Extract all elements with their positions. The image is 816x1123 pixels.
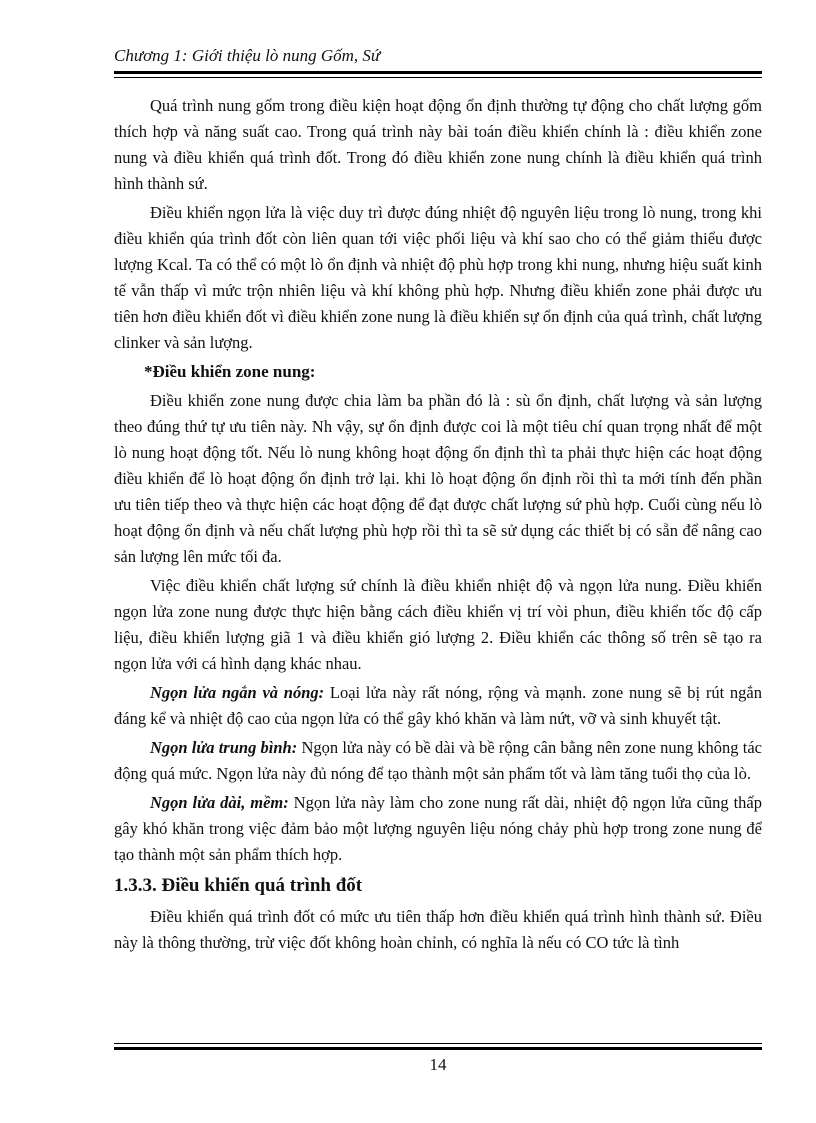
page-number: 14 bbox=[429, 1055, 447, 1074]
paragraph-6 bbox=[114, 735, 762, 787]
footer-rule-thick bbox=[114, 1047, 762, 1050]
paragraph-1: Quá trình nung gốm trong điều kiện hoạt động ổn định thường tự động cho chất lượng gốm thích hợp và năng suất cao. Trong quá trình này bài toán điều khiển chính là : điều khiển zone nung và điều khiển quá trình đốt. Trong đó điều khiển zone nung chính là điều khiển quá trình hình thành sứ. bbox=[114, 96, 762, 193]
paragraph-5 bbox=[114, 680, 762, 732]
flame-long-soft-text: Ngọn lửa này làm cho zone nung rất dài, nhiệt độ ngọn lửa cũng thấp gây khó khăn trong việc đảm bảo một lượng nguyên liệu nóng chảy phù hợp trong zone nung để tạo thành một sản phẩm thích hợp. bbox=[114, 793, 762, 864]
paragraph-7 bbox=[114, 790, 762, 868]
header-rule-thin bbox=[114, 77, 762, 78]
header-rule-thick bbox=[114, 71, 762, 74]
paragraph-2: Điều khiển ngọn lửa là việc duy trì được đúng nhiệt độ nguyên liệu trong lò nung, trong khi điều khiển qúa trình đốt còn liên quan tới việc phối liệu và khí sao cho có thể giảm thiểu được lượng Kcal. Ta có thể có một lò ổn định và nhiệt độ phù hợp trong khi nung, nhưng hiệu suất kinh tế vẫn thấp vì mức trộn nhiên liệu và khí không phù hợp. Nhưng điều khiển zone phải được ưu tiên hơn điều khiển đốt vì điều khiển zone nung là điều khiển sự ổn định của quá trình, chất lượng clinker và sản lượng. bbox=[114, 203, 762, 352]
page-body bbox=[114, 93, 762, 959]
section-heading-combustion: 1.3.3. Điều khiển quá trình đốt bbox=[114, 875, 363, 896]
sub-heading-zone-control: *Điều khiển zone nung: bbox=[144, 362, 316, 381]
flame-medium-label: Ngọn lửa trung bình: bbox=[150, 738, 298, 757]
flame-medium-text: Ngọn lửa này có bề dài và bề rộng cân bằng nên zone nung không tác động quá mức. Ngọn lửa này đủ nóng để tạo thành một sản phẩm tốt và làm tăng tuổi thọ của lò. bbox=[114, 738, 762, 783]
footer-rule-thin bbox=[114, 1043, 762, 1044]
paragraph-8: Điều khiển quá trình đốt có mức ưu tiên thấp hơn điều khiển quá trình hình thành sứ. Điều này là thông thường, trừ việc đốt không hoàn chỉnh, có nghĩa là nếu có CO tức là tình bbox=[114, 907, 762, 952]
flame-short-hot-text: Loại lửa này rất nóng, rộng và mạnh. zone nung sẽ bị rút ngắn đáng kể và nhiệt độ cao của ngọn lửa có thể gây khó khăn và làm nứt, vỡ và sinh khuyết tật. bbox=[114, 683, 762, 728]
chapter-header: Chương 1: Giới thiệu lò nung Gốm, Sứ bbox=[114, 46, 381, 65]
paragraph-4: Việc điều khiển chất lượng sứ chính là điều khiển nhiệt độ và ngọn lửa nung. Điều khiển ngọn lửa zone nung được thực hiện bằng cách điều khiển vị trí vòi phun, điều khiển tốc độ cấp liệu, điều khiển lượng giã 1 và điều khiển gió lượng 2. Điều khiển các thông số trên sẽ tạo ra ngọn lửa với cá hình dạng khác nhau. bbox=[114, 576, 762, 673]
paragraph-3: Điều khiển zone nung được chia làm ba phần đó là : sù ổn định, chất lượng và sản lượng theo đúng thứ tự ưu tiên này. Nh vậy, sự ổn định được coi là một tiêu chí quan trọng nhất để một lò nung hoạt động tốt. Nếu lò nung không hoạt động ổn định thì ta phải thực hiện các hoạt động điều khiển để lò hoạt động ổn định trở lại. khi lò hoạt động ổn định rồi thì ta mới tính đến phần ưu tiên tiếp theo và thực hiện các hoạt động để đạt được chất lượng sứ phù hợp. Cuối cùng nếu lò hoạt động ổn định và nếu chất lượng phù hợp rồi thì ta sẽ sử dụng các thiết bị có sẵn để nâng cao sản lượng lên mức tối đa. bbox=[114, 391, 762, 566]
flame-long-soft-label: Ngọn lửa dài, mềm: bbox=[150, 793, 289, 812]
flame-short-hot-label: Ngọn lửa ngắn và nóng: bbox=[150, 683, 325, 702]
